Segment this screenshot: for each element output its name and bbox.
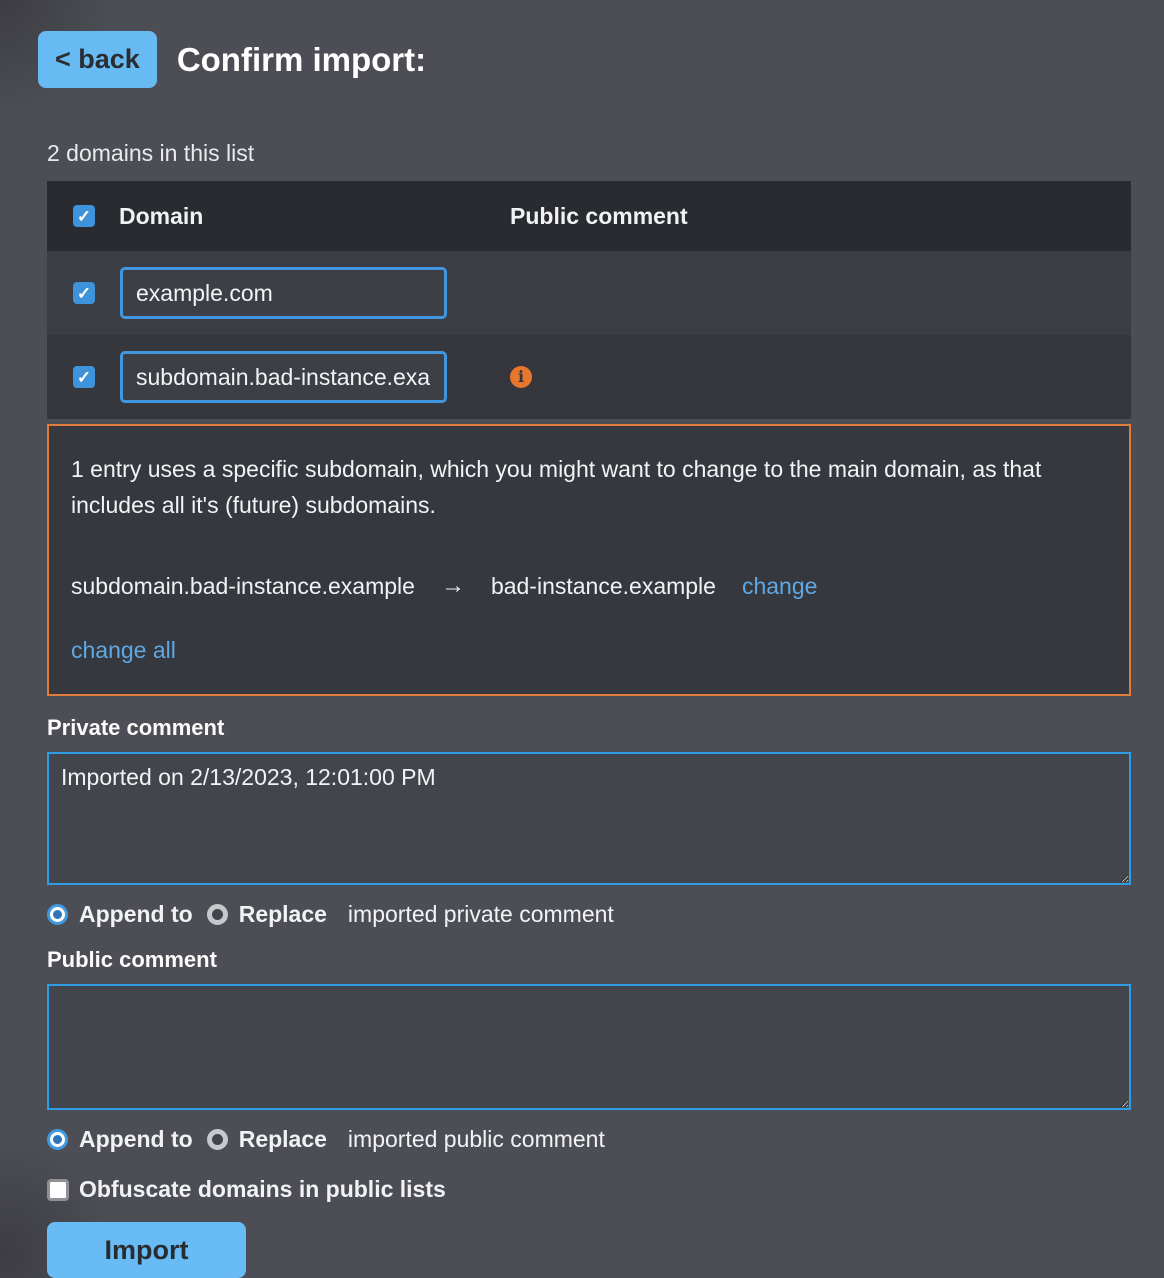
domain-cell <box>119 351 497 403</box>
check-icon: ✓ <box>76 283 92 303</box>
change-all-row <box>71 637 1107 664</box>
mapping-to-domain: bad-instance.example <box>490 572 716 599</box>
mapping-from-domain: subdomain.bad-instance.example <box>71 572 415 599</box>
private-mode-suffix: imported private comment <box>347 901 614 927</box>
domain-count-text: 2 domains in this list <box>47 140 255 166</box>
private-comment-textarea[interactable] <box>47 752 1131 885</box>
domain-input[interactable] <box>120 351 447 403</box>
select-all-cell <box>47 205 119 227</box>
private-comment-label: Private comment <box>47 715 225 740</box>
check-icon: ✓ <box>76 367 92 387</box>
obfuscate-row <box>47 1176 1131 1203</box>
domain-cell <box>119 267 497 319</box>
public-replace-radio[interactable] <box>207 1129 228 1150</box>
public-mode-suffix: imported public comment <box>347 1126 605 1152</box>
public-comment-mode-row <box>47 1126 1131 1153</box>
row-checkbox[interactable] <box>73 282 95 304</box>
table-row <box>47 335 1131 419</box>
table-header-row <box>47 181 1131 251</box>
public-replace-label: Replace <box>238 1126 327 1152</box>
domain-column-header: Domain <box>119 202 204 229</box>
select-all-checkbox[interactable] <box>73 205 95 227</box>
private-replace-label: Replace <box>238 901 327 927</box>
public-comment-textarea[interactable] <box>47 984 1131 1110</box>
obfuscate-label: Obfuscate domains in public lists <box>79 1176 446 1202</box>
obfuscate-checkbox[interactable] <box>47 1179 69 1201</box>
domain-input[interactable] <box>120 267 447 319</box>
domain-table <box>47 181 1131 419</box>
page-header <box>38 31 1131 88</box>
back-button[interactable]: < back <box>38 31 157 88</box>
row-checkbox-cell <box>47 282 119 304</box>
private-append-radio[interactable] <box>47 904 68 925</box>
import-button[interactable]: Import <box>47 1222 246 1278</box>
subdomain-warning-box <box>47 424 1131 696</box>
domain-mapping-row <box>71 572 1107 600</box>
change-link[interactable]: change <box>741 572 818 599</box>
public-comment-cell <box>497 366 1131 388</box>
arrow-right-icon: → <box>440 572 465 599</box>
page-title: Confirm import: <box>176 40 427 78</box>
public-comment-label: Public comment <box>47 947 217 972</box>
check-icon: ✓ <box>76 206 92 226</box>
public-comment-column-header: Public comment <box>510 202 688 229</box>
private-comment-mode-row <box>47 901 1131 928</box>
warning-message: 1 entry uses a specific subdomain, which you might want to change to the main domain, as that includes all it's (future) subdomains. <box>71 456 1042 518</box>
public-append-radio[interactable] <box>47 1129 68 1150</box>
private-append-label: Append to <box>79 901 193 927</box>
info-icon[interactable]: i <box>510 366 532 388</box>
public-append-label: Append to <box>79 1126 193 1152</box>
table-row <box>47 251 1131 335</box>
row-checkbox-cell <box>47 366 119 388</box>
private-replace-radio[interactable] <box>207 904 228 925</box>
row-checkbox[interactable] <box>73 366 95 388</box>
change-all-link[interactable]: change all <box>71 637 176 663</box>
